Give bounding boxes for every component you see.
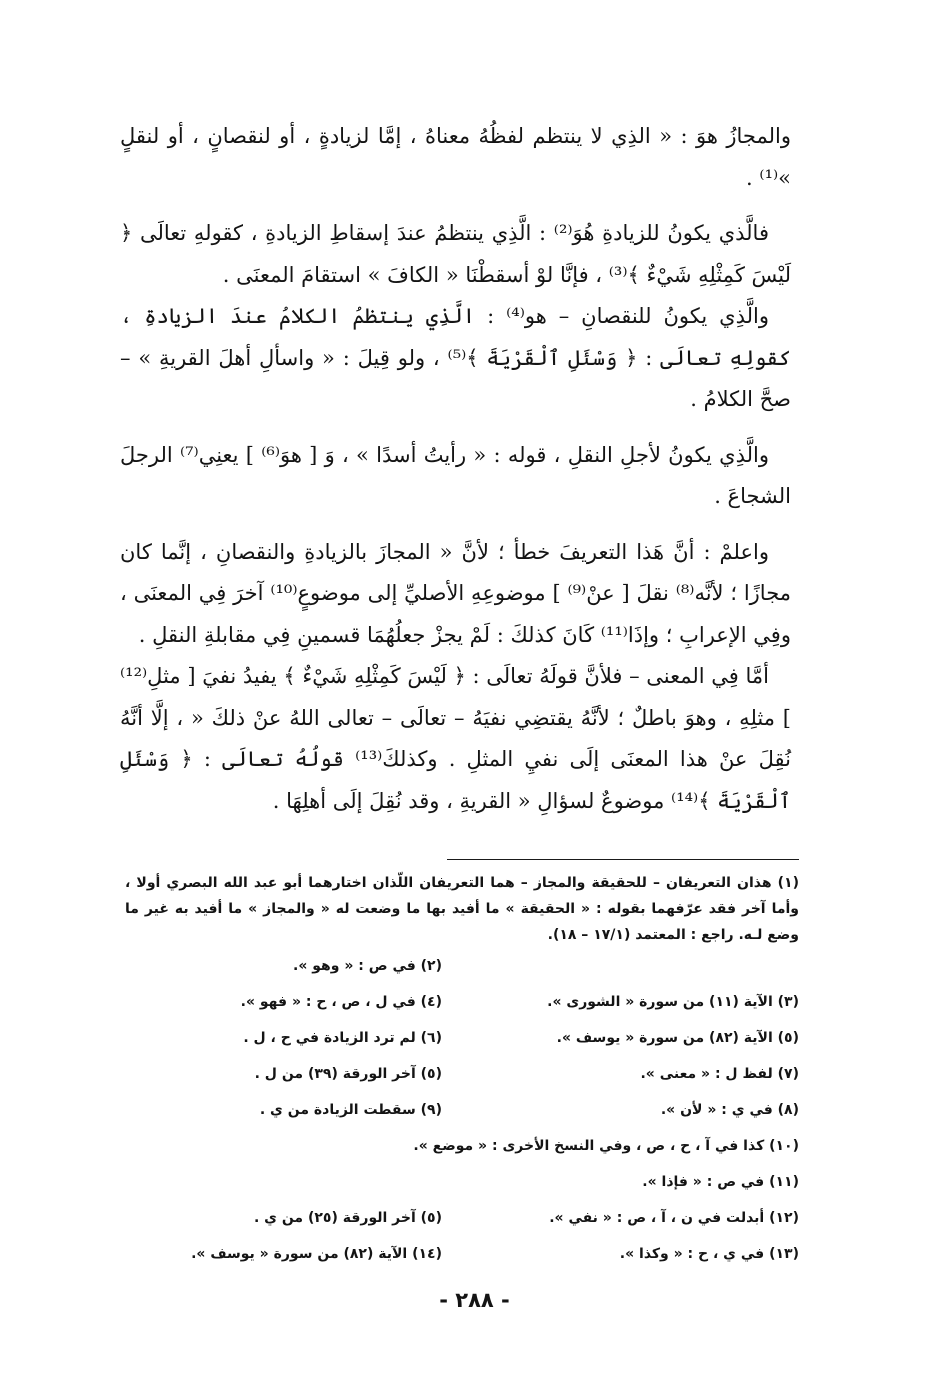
paragraph-deficiency: والَّذِي يكونُ للنقصانِ – هو⁽⁴⁾ : الَّذِي ينتظمُ الكلامُ عندَ الزيادةِ ، كقولِهِ تعالَى : ﴿ وَسْئَلِ ٱلْقَرْيَةَ ﴾⁽⁵⁾ ، ولو قِيلَ : « واسألِ أهلَ القريةِ » – صحَّ الكلامُ . <box>120 304 791 411</box>
footnote-4: (٤) في ل ، ص ، ح : « فهو ». <box>240 994 442 1010</box>
paragraph-addition: فالَّذي يكونُ للزيادةِ هُوَ⁽²⁾ : الَّذِي ينتظمُ عندَ إسقاطِ الزيادةِ ، كقولهِ تعالَى ﴿ لَيْسَ كَمِثْلِهِ شَيْءٌ ﴾⁽³⁾ ، فإنَّا لوْ أسقطْنَا « الكافَ » استقامَ المعنَى . <box>120 221 791 287</box>
paragraph-critique: واعلمْ : أنَّ هَذا التعريفَ خطأ ؛ لأنَّ « المجازَ بالزيادةِ والنقصانِ ، إنَّما كان مجازًا ؛ لأنَّه⁽⁸⁾ نقلَ [ عنْ⁽⁹⁾ ] موضوعِهِ الأصليِّ إلى موضوعٍ⁽¹⁰⁾ آخرَ فِي المعنَى ، وفِي الإعرابِ ؛ وإذَا⁽¹¹⁾ كَانَ كذلكَ : لَمْ يجزْ جعلُهُمَا قسمينِ فِي مقابلةِ النقلِ . <box>120 539 792 647</box>
footnote-3: (٣) الآية (١١) من سورة « الشورى ». <box>547 994 799 1010</box>
paragraph-transfer: والَّذِي يكونُ لأجلِ النقلِ ، قوله : « رأيتُ أسدًا » ، وَ [ هوَ⁽⁶⁾ ] يعنِي⁽⁷⁾ الرجلَ الشجاعَ . <box>120 442 791 508</box>
footnote-9: (٩) سقطت الزيادة من ي . <box>259 1102 442 1118</box>
footnote-10: (١٠) كذا في آ ، ح ، ص ، وفي النسخ الأخرى : « موضع ». <box>413 1138 799 1154</box>
footnotes <box>125 870 799 1272</box>
footnote-2: (٢) في ص : « وهو ». <box>293 958 442 974</box>
paragraph-majaz-definition: والمجازُ هوَ : « الذِي لا ينتظم لفظُهُ معناهُ ، إمَّا لزيادةٍ ، أو لنقصانٍ ، أو لنقلٍ »⁽¹⁾ . <box>120 124 791 190</box>
footnote-5: (٥) الآية (٨٢) من سورة « يوسف ». <box>556 1030 799 1046</box>
footnote-folio-39: (٥) آخر الورقة (٣٩) من ل . <box>254 1066 442 1082</box>
footnote-14: (١٤) الآية (٨٢) من سورة « يوسف ». <box>191 1246 442 1262</box>
footnote-row <box>125 948 799 984</box>
main-text <box>120 116 791 822</box>
footnote-11: (١١) في ص : « فإذا ». <box>642 1174 799 1190</box>
footnote-row <box>125 1056 799 1092</box>
footnote-1: (١) هذان التعريفان – للحقيقة والمجاز – هما التعريفان اللّذان اختارهما أبو عبد الله البصري أولا ، وأما آخر فقد عرّفهما بقوله : « الحقيقة » ما أفيد بها ما وضعت له « والمجاز » ما أفيد به غير ما وضع لـه. راجع : المعتمد (١٧/١ – ١٨). <box>125 875 799 943</box>
footnote-8: (٨) في ي : « لأن ». <box>660 1102 799 1118</box>
footnote-row <box>125 1236 799 1272</box>
footnote-folio-25: (٥) آخر الورقة (٢٥) من ي . <box>253 1210 442 1226</box>
paragraph-meaning: أمَّا فِي المعنى – فلأنَّ قولَهُ تعالَى : ﴿ لَيْسَ كَمِثْلِهِ شَيْءٌ ﴾ يفيدُ نفيَ [ مثلِ⁽¹²⁾ ] مثلِهِ ، وهوَ باطلٌ ؛ لأنَّهُ يقتضِي نفيَهُ – تعالَى – تعالى اللهُ عنْ ذلكَ « ، إلَّا أنَّهُ نُقِلَ عنْ هذا المعنَى إلَى نفيِ المثلِ . وكذلكَ⁽¹³⁾ قولُهُ تعالَى : ﴿ وَسْئَلِ ٱلْقَرْيَةَ ﴾⁽¹⁴⁾ موضوعٌ لسؤالِ « القريةِ ، وقد نُقِلَ إلَى أهلِهَا . <box>120 664 791 813</box>
footnote-row <box>125 984 799 1020</box>
footnote-12: (١٢) أبدلت في ن ، آ ، ص : « نفي ». <box>549 1210 799 1226</box>
footnote-13: (١٣) في ي ، ح : « وكذا ». <box>619 1246 799 1262</box>
footnote-6: (٦) لم ترد الزيادة في ح ، ل . <box>243 1030 442 1046</box>
footnote-divider <box>447 859 799 860</box>
footnote-row <box>125 1020 799 1056</box>
footnote-7: (٧) لفظ ل : « معنى ». <box>640 1066 799 1082</box>
footnote-row <box>125 1200 799 1236</box>
page-number: - ٢٨٨ - <box>439 1288 510 1312</box>
footnote-row <box>125 1092 799 1128</box>
